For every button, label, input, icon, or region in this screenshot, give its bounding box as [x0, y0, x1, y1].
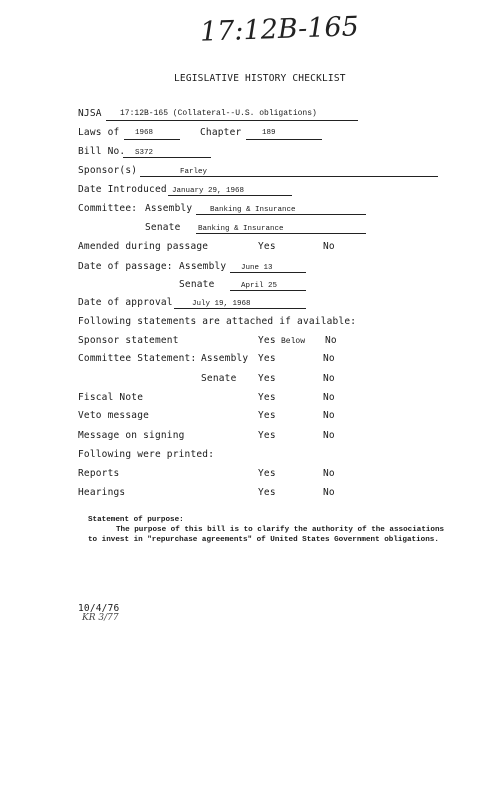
committee-label: Committee:	[78, 203, 138, 214]
passage-assembly-underline	[230, 272, 306, 273]
committee-statement-senate-no: No	[323, 373, 335, 384]
committee-senate-label: Senate	[145, 222, 181, 233]
njsa-value: 17:12B-165 (Collateral--U.S. obligations)	[120, 109, 317, 118]
passage-senate-underline	[230, 290, 306, 291]
footer-initials: KR 3/77	[82, 613, 119, 623]
approval-value: July 19, 1968	[192, 300, 251, 308]
statements-heading: Following statements are attached if available:	[78, 316, 357, 327]
hearings-no: No	[323, 487, 335, 498]
statement-of-purpose-text: The purpose of this bill is to clarify the authority of the associations to invest in "repurchase agreements" of United States Government obligations.	[88, 526, 445, 544]
handwritten-title: 17:12B-165	[199, 11, 360, 48]
reports-label: Reports	[78, 468, 120, 479]
statement-of-purpose-heading: Statement of purpose:	[88, 516, 184, 524]
passage-assembly-label: Assembly	[179, 261, 227, 272]
approval-label: Date of approval	[78, 297, 173, 308]
sponsor-statement-no: No	[325, 335, 337, 346]
amended-yes: Yes	[258, 241, 276, 252]
printed-heading: Following were printed:	[78, 449, 215, 460]
veto-message-label: Veto message	[78, 410, 150, 421]
reports-yes: Yes	[258, 468, 276, 479]
bill-no-value: S372	[135, 149, 154, 157]
bill-no-underline	[123, 157, 211, 158]
committee-statement-senate-label: Senate	[201, 373, 237, 384]
amended-label: Amended during passage	[78, 241, 209, 252]
reports-no: No	[323, 468, 335, 479]
passage-senate-value: April 25	[241, 282, 278, 290]
committee-senate-underline	[196, 233, 366, 234]
fiscal-note-label: Fiscal Note	[78, 392, 144, 403]
hearings-yes: Yes	[258, 487, 276, 498]
veto-message-no: No	[323, 410, 335, 421]
committee-statement-label: Committee Statement:	[78, 353, 197, 364]
message-signing-yes: Yes	[258, 430, 276, 441]
committee-assembly-value: Banking & Insurance	[210, 206, 296, 214]
message-signing-label: Message on signing	[78, 430, 185, 441]
footer-date: 10/4/76	[78, 603, 120, 614]
date-introduced-underline	[168, 195, 292, 196]
committee-senate-value: Banking & Insurance	[198, 225, 284, 233]
passage-senate-label: Senate	[179, 279, 215, 290]
sponsors-label: Sponsor(s)	[78, 165, 138, 176]
laws-of-underline	[124, 139, 180, 140]
date-introduced-label: Date Introduced	[78, 184, 167, 195]
bill-no-label: Bill No.	[78, 146, 126, 157]
page-heading: LEGISLATIVE HISTORY CHECKLIST	[174, 73, 346, 84]
passage-assembly-value: June 13	[241, 264, 273, 272]
laws-of-label: Laws of	[78, 127, 120, 138]
amended-no: No	[323, 241, 335, 252]
sponsor-statement-yes: Yes	[258, 335, 276, 346]
committee-statement-assembly-no: No	[323, 353, 335, 364]
sponsors-value: Farley	[180, 168, 208, 176]
passage-label: Date of passage:	[78, 261, 173, 272]
hearings-label: Hearings	[78, 487, 126, 498]
message-signing-no: No	[323, 430, 335, 441]
date-introduced-value: January 29, 1968	[172, 187, 245, 195]
njsa-underline	[106, 120, 358, 121]
approval-underline	[174, 308, 306, 309]
fiscal-note-no: No	[323, 392, 335, 403]
veto-message-yes: Yes	[258, 410, 276, 421]
committee-assembly-underline	[196, 214, 366, 215]
committee-statement-senate-yes: Yes	[258, 373, 276, 384]
chapter-underline	[246, 139, 322, 140]
committee-assembly-label: Assembly	[145, 203, 193, 214]
committee-statement-assembly-label: Assembly	[201, 353, 249, 364]
sponsor-statement-below: Below	[281, 337, 306, 346]
fiscal-note-yes: Yes	[258, 392, 276, 403]
laws-of-value: 1968	[135, 129, 154, 137]
committee-statement-assembly-yes: Yes	[258, 353, 276, 364]
sponsors-underline	[140, 176, 438, 177]
njsa-label: NJSA	[78, 108, 102, 119]
sponsor-statement-label: Sponsor statement	[78, 335, 179, 346]
chapter-value: 189	[262, 129, 276, 137]
chapter-label: Chapter	[200, 127, 242, 138]
